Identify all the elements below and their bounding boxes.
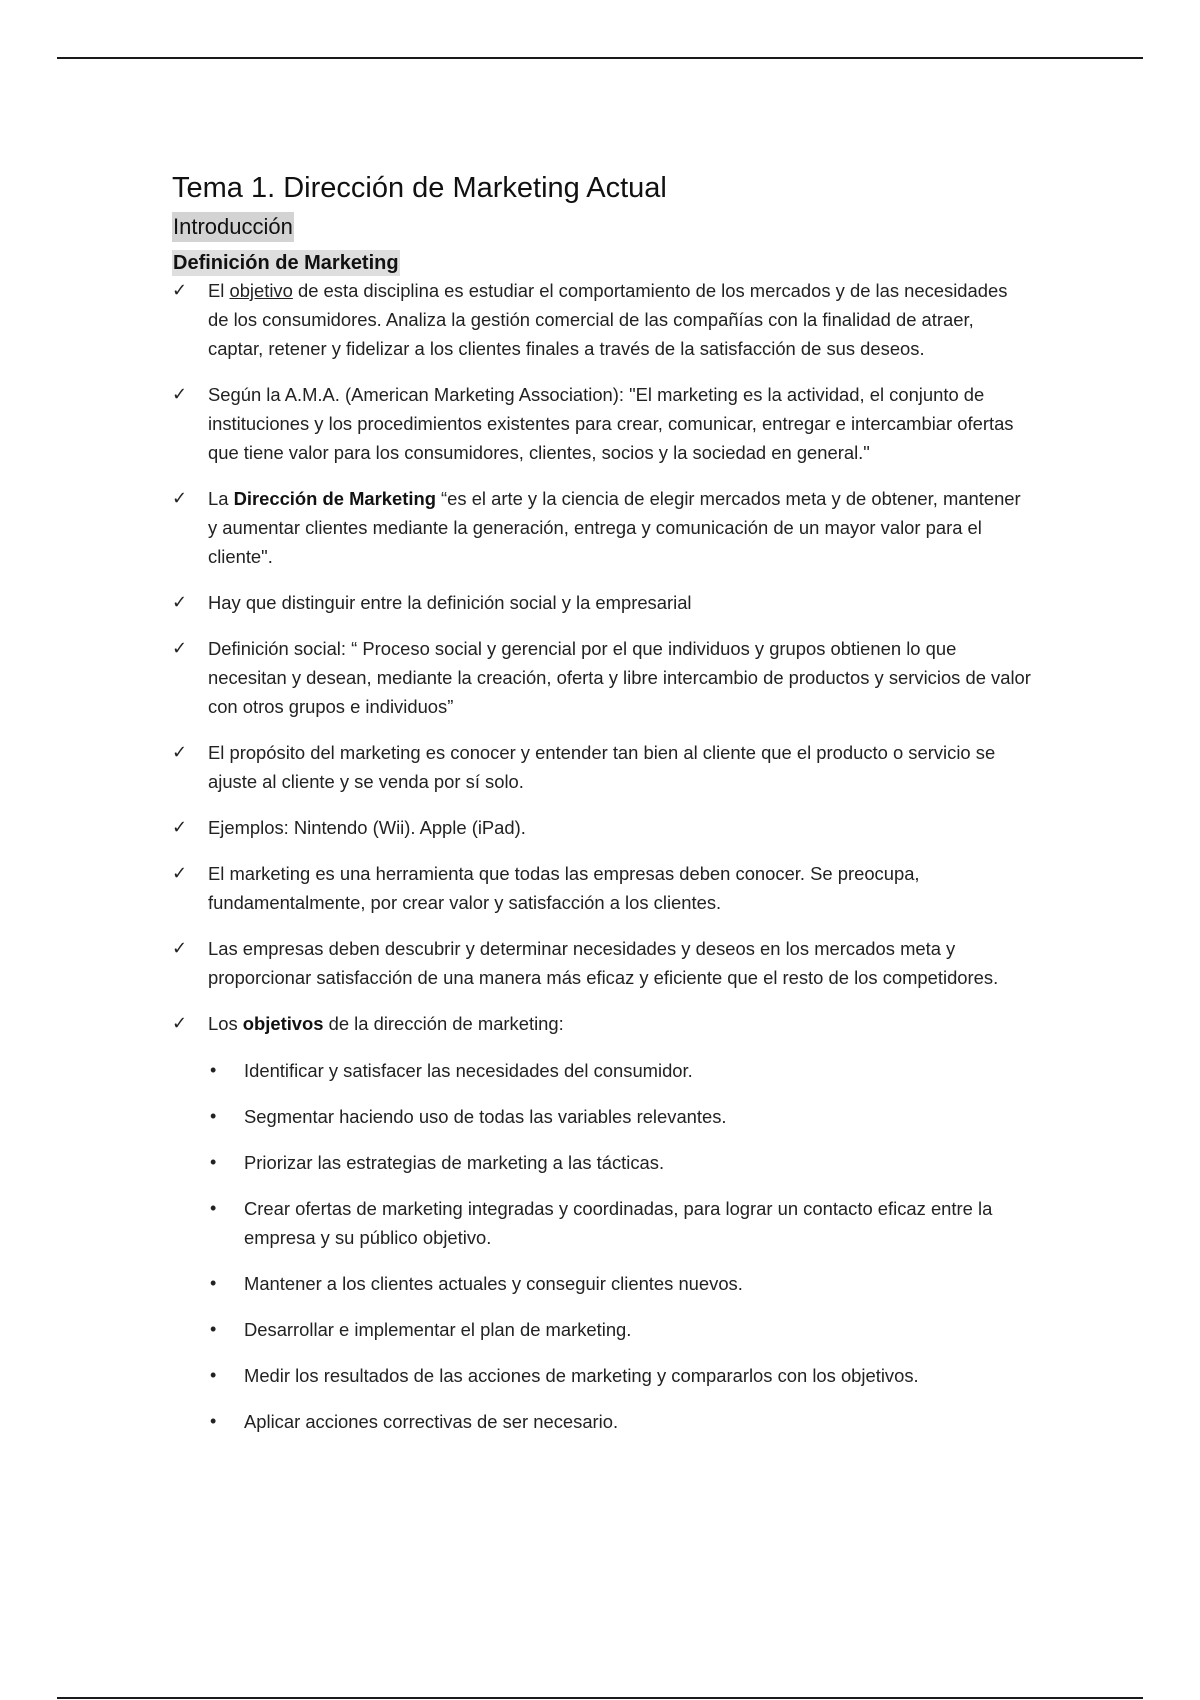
objective-text: Identificar y satisfacer las necesidades del consumidor.: [244, 1060, 693, 1081]
check-icon: ✓: [172, 384, 188, 404]
page-title: Tema 1. Dirección de Marketing Actual: [172, 172, 667, 204]
item-text: Hay que distinguir entre la definición social y la empresarial: [208, 592, 692, 613]
bullet-icon: •: [210, 1273, 217, 1293]
item-text: El marketing es una herramienta que todas las empresas deben conocer. Se preocupa, fundamentalmente, por crear valor y satisfacción a los clientes.: [208, 863, 920, 913]
list-item: [172, 1407, 1032, 1436]
bullet-icon: •: [210, 1198, 217, 1218]
bullet-icon: •: [210, 1106, 217, 1126]
bullet-icon: •: [210, 1365, 217, 1385]
definition-checklist: [172, 276, 1032, 1436]
list-item: [172, 1315, 1032, 1344]
item-text-end: de esta disciplina es estudiar el comportamiento de los mercados y de las necesidades de los consumidores. Analiza la gestión comercial de las compañías con la finalidad de atraer, captar, retener y fidelizar a los clientes finales a través de la satisfacción de sus deseos.: [208, 280, 1008, 359]
bullet-icon: •: [210, 1152, 217, 1172]
item-bold-term: objetivos: [242, 1013, 324, 1034]
item-text: Las empresas deben descubrir y determinar necesidades y deseos en los mercados meta y proporcionar satisfacción de una manera más eficaz y eficiente que el resto de los competidores.: [208, 938, 999, 988]
item-text: Definición social: “ Proceso social y gerencial por el que individuos y grupos obtienen lo que necesitan y desean, mediante la creación, oferta y libre intercambio de productos y servicios de valor con otros grupos e individuos”: [208, 638, 1031, 717]
item-text-start: Los: [208, 1013, 243, 1034]
list-item: [172, 634, 1032, 721]
list-item: [172, 380, 1032, 467]
list-item: [172, 1056, 1032, 1085]
item-text-end: de la dirección de marketing:: [323, 1013, 564, 1034]
document-body: [172, 170, 1032, 1453]
list-item: [172, 1148, 1032, 1177]
check-icon: ✓: [172, 1013, 188, 1033]
list-item: [172, 1102, 1032, 1131]
footer-rule: [57, 1697, 1143, 1699]
item-text-start: La: [208, 488, 234, 509]
bullet-icon: •: [210, 1060, 217, 1080]
check-icon: ✓: [172, 938, 188, 958]
item-text-start: El: [208, 280, 230, 301]
objective-text: Desarrollar e implementar el plan de marketing.: [244, 1319, 632, 1340]
check-icon: ✓: [172, 863, 188, 883]
objective-text: Medir los resultados de las acciones de marketing y compararlos con los objetivos.: [244, 1365, 919, 1386]
objectives-list: [172, 1056, 1032, 1436]
item-bold-term: Dirección de Marketing: [233, 488, 436, 509]
item-text: El propósito del marketing es conocer y entender tan bien al cliente que el producto o servicio se ajuste al cliente y se venda por sí solo.: [208, 742, 996, 792]
bullet-icon: •: [210, 1319, 217, 1339]
list-item: [172, 1269, 1032, 1298]
list-item: [172, 276, 1032, 363]
objective-text: Priorizar las estrategias de marketing a las tácticas.: [244, 1152, 665, 1173]
item-text-end: “es el arte y la ciencia de elegir mercados meta y de obtener, mantener y aumentar clientes mediante la generación, entrega y comunicación de un mayor valor para el cliente".: [208, 488, 1021, 567]
item-text: Según la A.M.A. (American Marketing Association): "El marketing es la actividad, el conjunto de instituciones y los procedimientos existentes para crear, comunicar, entregar e intercambiar ofertas que tiene valor para los consumidores, clientes, socios y la sociedad en general.": [208, 384, 1014, 463]
bullet-icon: •: [210, 1411, 217, 1431]
check-icon: ✓: [172, 488, 188, 508]
item-underlined-term: objetivo: [229, 280, 293, 301]
check-icon: ✓: [172, 817, 188, 837]
check-icon: ✓: [172, 638, 188, 658]
list-item: [172, 484, 1032, 571]
section-heading: Introducción: [172, 212, 294, 242]
list-item: [172, 1009, 1032, 1436]
list-item: [172, 1194, 1032, 1252]
objective-text: Mantener a los clientes actuales y conseguir clientes nuevos.: [244, 1273, 743, 1294]
objective-text: Crear ofertas de marketing integradas y coordinadas, para lograr un contacto eficaz entre la empresa y su público objetivo.: [244, 1198, 993, 1248]
objective-text: Segmentar haciendo uso de todas las variables relevantes.: [244, 1106, 727, 1127]
list-item: [172, 859, 1032, 917]
list-item: [172, 1361, 1032, 1390]
list-item: [172, 738, 1032, 796]
subsection-heading: Definición de Marketing: [173, 252, 399, 274]
check-icon: ✓: [172, 742, 188, 762]
list-item: [172, 934, 1032, 992]
list-item: [172, 588, 1032, 617]
objective-text: Aplicar acciones correctivas de ser necesario.: [244, 1411, 619, 1432]
list-item: [172, 813, 1032, 842]
check-icon: ✓: [172, 592, 188, 612]
item-text: Ejemplos: Nintendo (Wii). Apple (iPad).: [208, 817, 526, 838]
header-rule: [57, 57, 1143, 59]
check-icon: ✓: [172, 280, 188, 300]
